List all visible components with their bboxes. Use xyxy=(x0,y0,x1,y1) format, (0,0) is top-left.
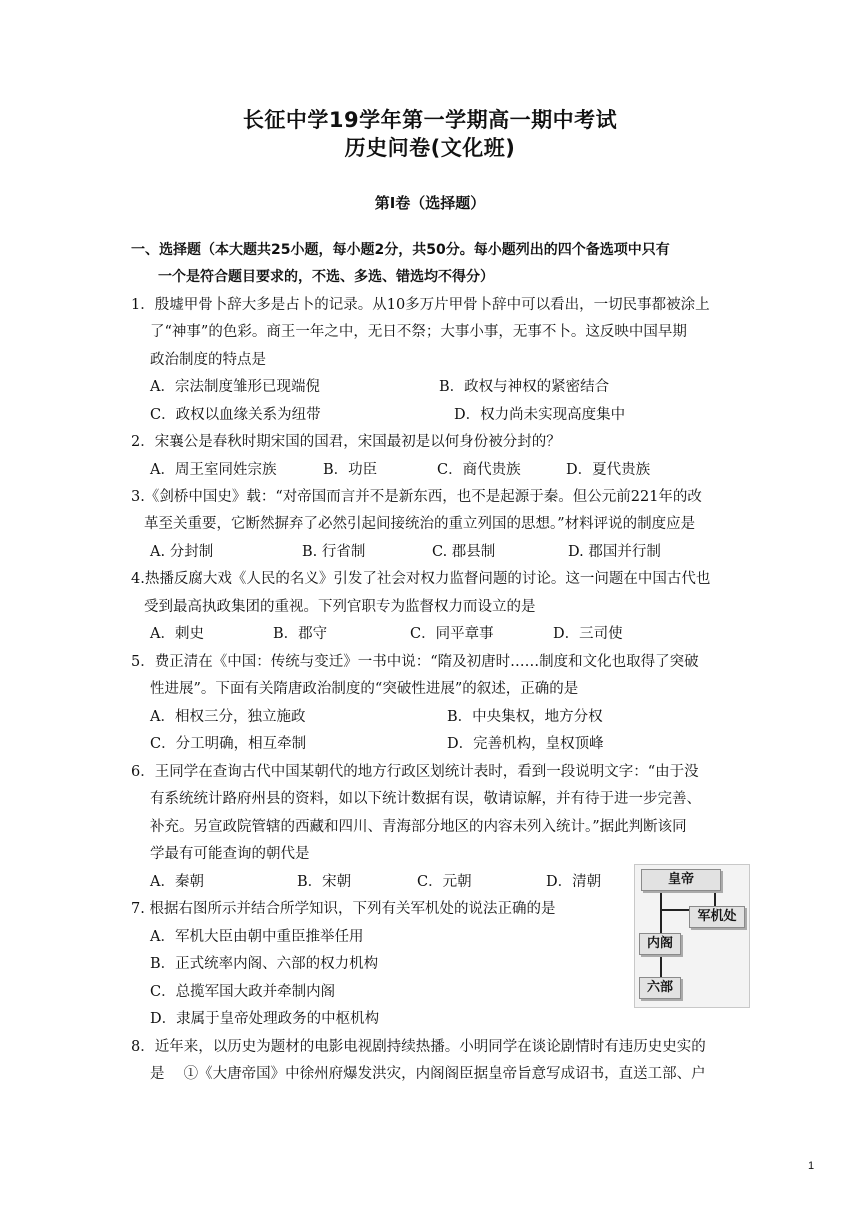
question-5-line: 性进展”。下面有关隋唐政治制度的“突破性进展”的叙述，正确的是 xyxy=(150,681,579,697)
instructions-line-1: 一、选择题（本大题共25小题，每小题2分，共50分。每小题列出的四个备选项中只有 xyxy=(131,242,670,258)
question-2-option: C．商代贵族 xyxy=(437,462,521,478)
question-4-option: A．刺史 xyxy=(150,626,204,642)
question-3-line: 3.《剑桥中国史》载：“对帝国而言并不是新东西，也不是起源于秦。但公元前221年的改 xyxy=(131,489,702,505)
question-2-option: A．周王室同姓宗族 xyxy=(150,462,277,478)
question-3-option: D. 郡国并行制 xyxy=(568,544,661,560)
question-6-option: C．元朝 xyxy=(417,874,472,890)
question-4-line: 4.热播反腐大戏《人民的名义》引发了社会对权力监督问题的讨论。这一问题在中国古代也 xyxy=(131,571,711,587)
exam-title: 长征中学19学年第一学期高一期中考试 xyxy=(242,108,618,132)
question-1-option: C．政权以血缘关系为纽带 xyxy=(150,407,321,423)
question-6-option: D．清朝 xyxy=(546,874,602,890)
question-6-line: 补充。另宣政院管辖的西藏和四川、青海部分地区的内容未列入统计。”据此判断该同 xyxy=(150,819,687,835)
question-8-line: 是 ①《大唐帝国》中徐州府爆发洪灾，内阁阁臣据皇帝旨意写成诏书，直送工部、户 xyxy=(150,1066,706,1082)
question-5-option: C．分工明确，相互牵制 xyxy=(150,736,307,752)
question-2-line: 2．宋襄公是春秋时期宋国的国君，宋国最初是以何身份被分封的？ xyxy=(131,434,561,450)
question-1-option: A．宗法制度雏形已现端倪 xyxy=(150,379,320,395)
question-3-option: C. 郡县制 xyxy=(432,544,496,560)
question-2-option: D．夏代贵族 xyxy=(566,462,651,478)
question-6-option: B．宋朝 xyxy=(297,874,352,890)
junjichu-diagram xyxy=(634,864,750,1008)
question-7-option: C．总揽军国大政并牵制内阁 xyxy=(150,984,336,1000)
question-1-line: 政治制度的特点是 xyxy=(150,352,266,368)
question-5-option: B．中央集权，地方分权 xyxy=(447,709,603,725)
diagram-box-junjichu: 军机处 xyxy=(689,906,745,928)
question-1-option: D．权力尚未实现高度集中 xyxy=(454,407,626,423)
exam-subtitle: 历史问卷(文化班) xyxy=(344,136,516,160)
question-5-option: D．完善机构，皇权顶峰 xyxy=(447,736,604,752)
question-7-line: 7. 根据右图所示并结合所学知识，下列有关军机处的说法正确的是 xyxy=(131,901,556,917)
page-number: 1 xyxy=(808,1160,815,1172)
question-7-option: A．军机大臣由朝中重臣推举任用 xyxy=(150,929,364,945)
question-7-option: B．正式统率内阁、六部的权力机构 xyxy=(150,956,379,972)
question-5-line: 5．费正清在《中国：传统与变迁》一书中说：“隋及初唐时……制度和文化也取得了突破 xyxy=(131,654,699,670)
instructions-line-2: 一个是符合题目要求的，不选、多选、错选均不得分） xyxy=(158,269,494,285)
diagram-box-liubu: 六部 xyxy=(639,977,681,999)
diagram-box-emperor: 皇帝 xyxy=(641,869,721,891)
question-3-option: B. 行省制 xyxy=(302,544,366,560)
question-3-option: A. 分封制 xyxy=(150,544,214,560)
question-1-option: B．政权与神权的紧密结合 xyxy=(439,379,610,395)
diagram-box-neige: 内阁 xyxy=(639,933,681,955)
question-8-line: 8．近年来，以历史为题材的电影电视剧持续热播。小明同学在谈论剧情时有违历史史实的 xyxy=(131,1039,706,1055)
question-1-line: 了“神事”的色彩。商王一年之中，无日不祭；大事小事，无事不卜。这反映中国早期 xyxy=(150,324,687,340)
question-6-option: A．秦朝 xyxy=(150,874,204,890)
question-4-line: 受到最高执政集团的重视。下列官职专为监督权力而设立的是 xyxy=(144,599,536,615)
question-7-option: D．隶属于皇帝处理政务的中枢机构 xyxy=(150,1011,380,1027)
question-6-line: 6．王同学在查询古代中国某朝代的地方行政区划统计表时，看到一段说明文字：“由于没 xyxy=(131,764,699,780)
question-5-option: A．相权三分，独立施政 xyxy=(150,709,306,725)
question-1-line: 1．殷墟甲骨卜辞大多是占卜的记录。从10多万片甲骨卜辞中可以看出，一切民事都被涂上 xyxy=(131,297,710,313)
question-4-option: B．郡守 xyxy=(273,626,328,642)
question-4-option: C．同平章事 xyxy=(410,626,494,642)
question-6-line: 学最有可能查询的朝代是 xyxy=(150,846,310,862)
question-2-option: B．功臣 xyxy=(323,462,378,478)
question-3-line: 革至关重要，它断然摒弃了必然引起间接统治的重立列国的思想。”材料评说的制度应是 xyxy=(144,516,696,532)
section-heading: 第Ⅰ卷（选择题） xyxy=(374,194,486,212)
question-4-option: D．三司使 xyxy=(553,626,623,642)
question-6-line: 有系统统计路府州县的资料，如以下统计数据有误，敬请谅解，并有待于进一步完善、 xyxy=(150,791,701,807)
